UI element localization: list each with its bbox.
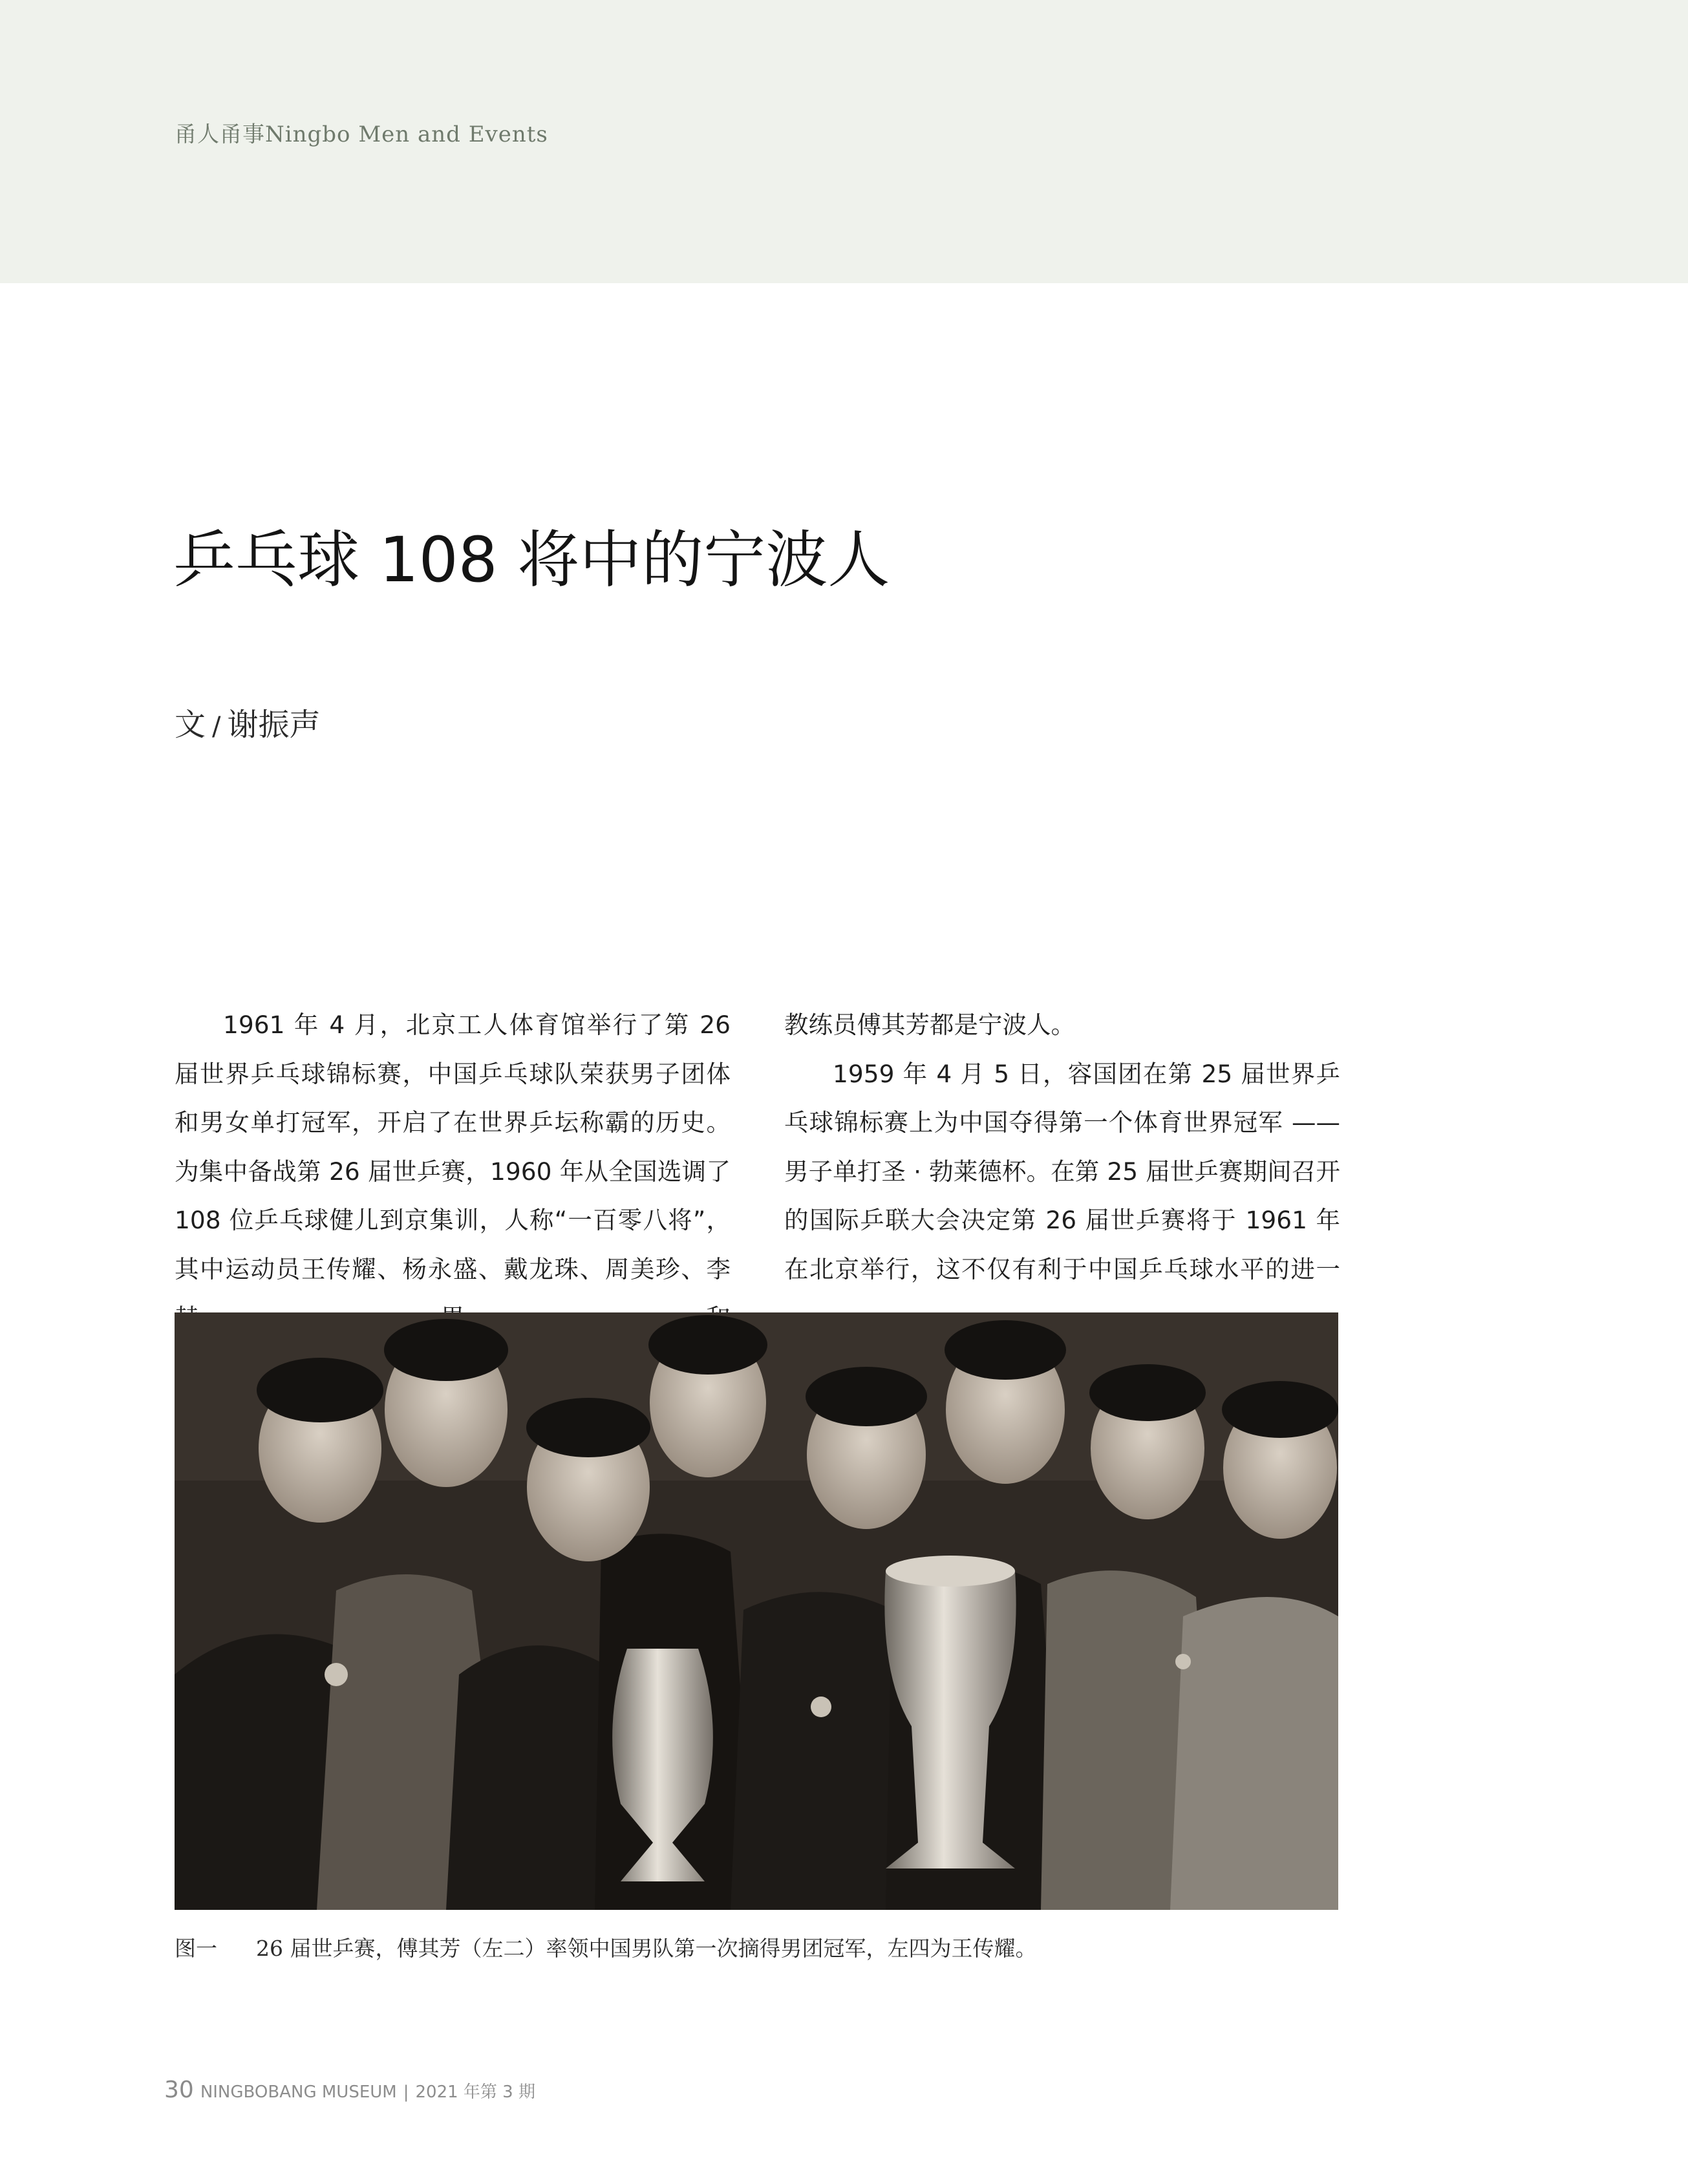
page-number: 30 [164,2077,194,2103]
paragraph-1: 1961 年 4 月，北京工人体育馆举行了第 26 届世界乒乓球锦标赛，中国乒乓球队荣获男子团体和男女单打冠军，开启了在世界乒坛称霸的历史。为集中备战第 26 届世乒赛，1960 年从全国选调了 108 位乒乓球健儿到京集训，人称“一百零八将”，其中运动员王传耀、杨永盛、戴龙珠、周美珍、李 [175,1011,731,1283]
header-band [0,0,1688,283]
section-label: 甬人甬事Ningbo Men and Events [175,122,548,147]
figure-caption [175,1932,1036,1962]
team-photo [175,1312,1338,1910]
issue-info: 2021 年第 3 期 [415,2082,535,2102]
body-column-right [784,1001,1340,1294]
footer-divider: | [403,2082,409,2102]
figure-caption-text: 26 届世乒赛，傅其芳（左二）率领中国男队第一次摘得男团冠军，左四为王传耀。 [256,1936,1037,1961]
byline [175,700,321,744]
team-photo-illustration [175,1312,1338,1910]
byline-prefix: 文 [175,707,206,743]
figure-label: 图一 [175,1936,217,1961]
body-column-left [175,1001,731,1343]
article-title: 乒乓球 108 将中的宁波人 [173,524,890,596]
paragraph-1-continued: 教练员傅其芳都是宁波人。 [784,1011,1075,1039]
author-name: 谢振声 [227,707,321,743]
byline-separator: / [212,712,221,742]
paragraph-2: 1959 年 4 月 5 日，容国团在第 25 届世界乒乓球锦标赛上为中国夺得第一个体育世界冠军 —— 男子单打圣 · 勃莱德杯。在第 25 届世乒赛期间召开的国际乒联大会决定第 26 届世乒赛将于 1961 年在北京举行，这不仅有利于中国乒乓球水平的进一 [784,1059,1340,1283]
page-footer [164,2077,535,2103]
publication-name: NINGBOBANG MUSEUM [200,2082,397,2102]
